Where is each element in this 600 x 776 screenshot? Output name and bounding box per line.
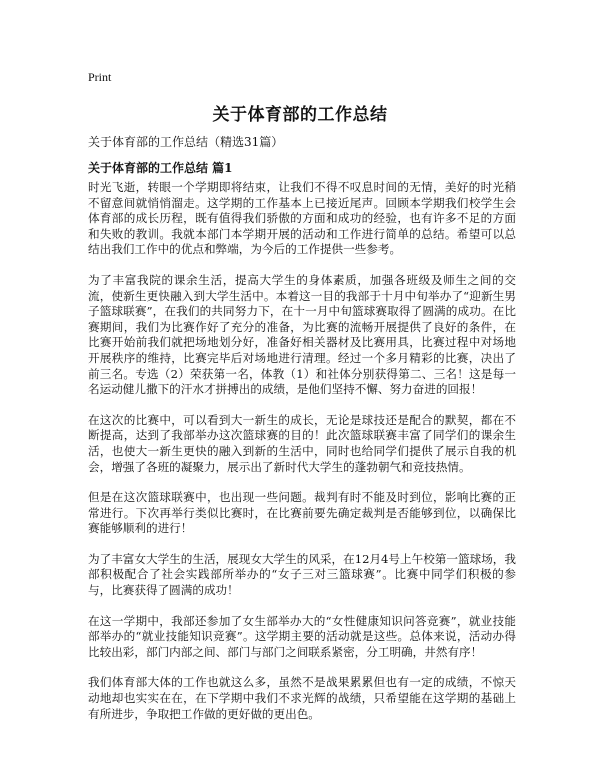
section-heading: 关于体育部的工作总结 篇1 (88, 161, 233, 175)
paragraph-7: 我们体育部大体的工作也就这么多，虽然不是战果累累但也有一定的成绩，不惊天动地却也实实在在，在下学期中我们不求光辉的战绩，只希望能在这学期的基础上有所进步，争取把工作做的更好做的更出色。 (88, 675, 516, 721)
page-title: 关于体育部的工作总结 (212, 105, 388, 125)
print-link[interactable]: Print (88, 70, 112, 84)
paragraph-4: 但是在这次篮球联赛中，也出现一些问题。裁判有时不能及时到位，影响比赛的正常进行。下次再举行类似比赛时，在比赛前要先确定裁判是否能够到位，以确保比赛能够顺利的进行！ (88, 490, 516, 536)
paragraph-2: 为了丰富我院的课余生活，提高大学生的身体素质，加强各班级及师生之间的交流，使新生更快融入到大学生活中。本着这一目的我部于十月中旬举办了“迎新生男子篮球联赛”，在我们的共同努力下，在十一月中旬篮球赛取得了圆满的成功。在比赛期间，我们为比赛作好了充分的准备，为比赛的流畅开展提供了良好的条件，在比赛开始前我们就把场地划分好，准备好相关器材及比赛用具，比赛过程中对场地开展秩序的维持，比赛完毕后对场地进行清理。经过一个多月精彩的比赛，决出了前三名。专选（2）荣获第一名，体教（1）和社体分别获得第二、三名！这是每一名运动健儿撒下的汗水才拼搏出的成绩，是他们坚持不懈、努力奋进的回报！ (88, 272, 516, 397)
paragraph-1: 时光飞逝，转眼一个学期即将结束，让我们不得不叹息时间的无情，美好的时光稍不留意间就悄悄溜走。这学期的工作基本上已接近尾声。回顾本学期我们校学生会体育部的成长历程，既有值得我们骄傲的方面和成功的经验，也有许多不足的方面和失败的教训。我就本部门本学期开展的活动和工作进行简单的总结。希望可以总结出我们工作中的优点和弊端，为今后的工作提供一些参考。 (88, 180, 516, 257)
article-body (88, 180, 516, 737)
paragraph-6: 在这一学期中，我部还参加了女生部举办大的“女性健康知识问答竞赛”，就业技能部举办的“就业技能知识竞赛”。这学期主要的活动就是这些。总体来说，活动办得比较出彩，部门内部之间、部门与部门之间联系紧密，分工明确，井然有序！ (88, 613, 516, 659)
paragraph-3: 在这次的比赛中，可以看到大一新生的成长，无论是球技还是配合的默契，都在不断提高，达到了我部举办这次篮球赛的目的！此次篮球联赛丰富了同学们的课余生活，也使大一新生更快的融入到新的生活中，同时也给同学们提供了展示自我的机会，增强了各班的凝聚力，展示出了新时代大学生的蓬勃朝气和竞技热情。 (88, 412, 516, 474)
document-subtitle: 关于体育部的工作总结（精选31篇） (88, 135, 284, 149)
paragraph-5: 为了丰富女大学生的生活，展现女大学生的风采，在12月4号上午校第一篮球场，我部积极配合了社会实践部所举办的“女子三对三篮球赛”。比赛中同学们积极的参与，比赛获得了圆满的成功！ (88, 551, 516, 598)
